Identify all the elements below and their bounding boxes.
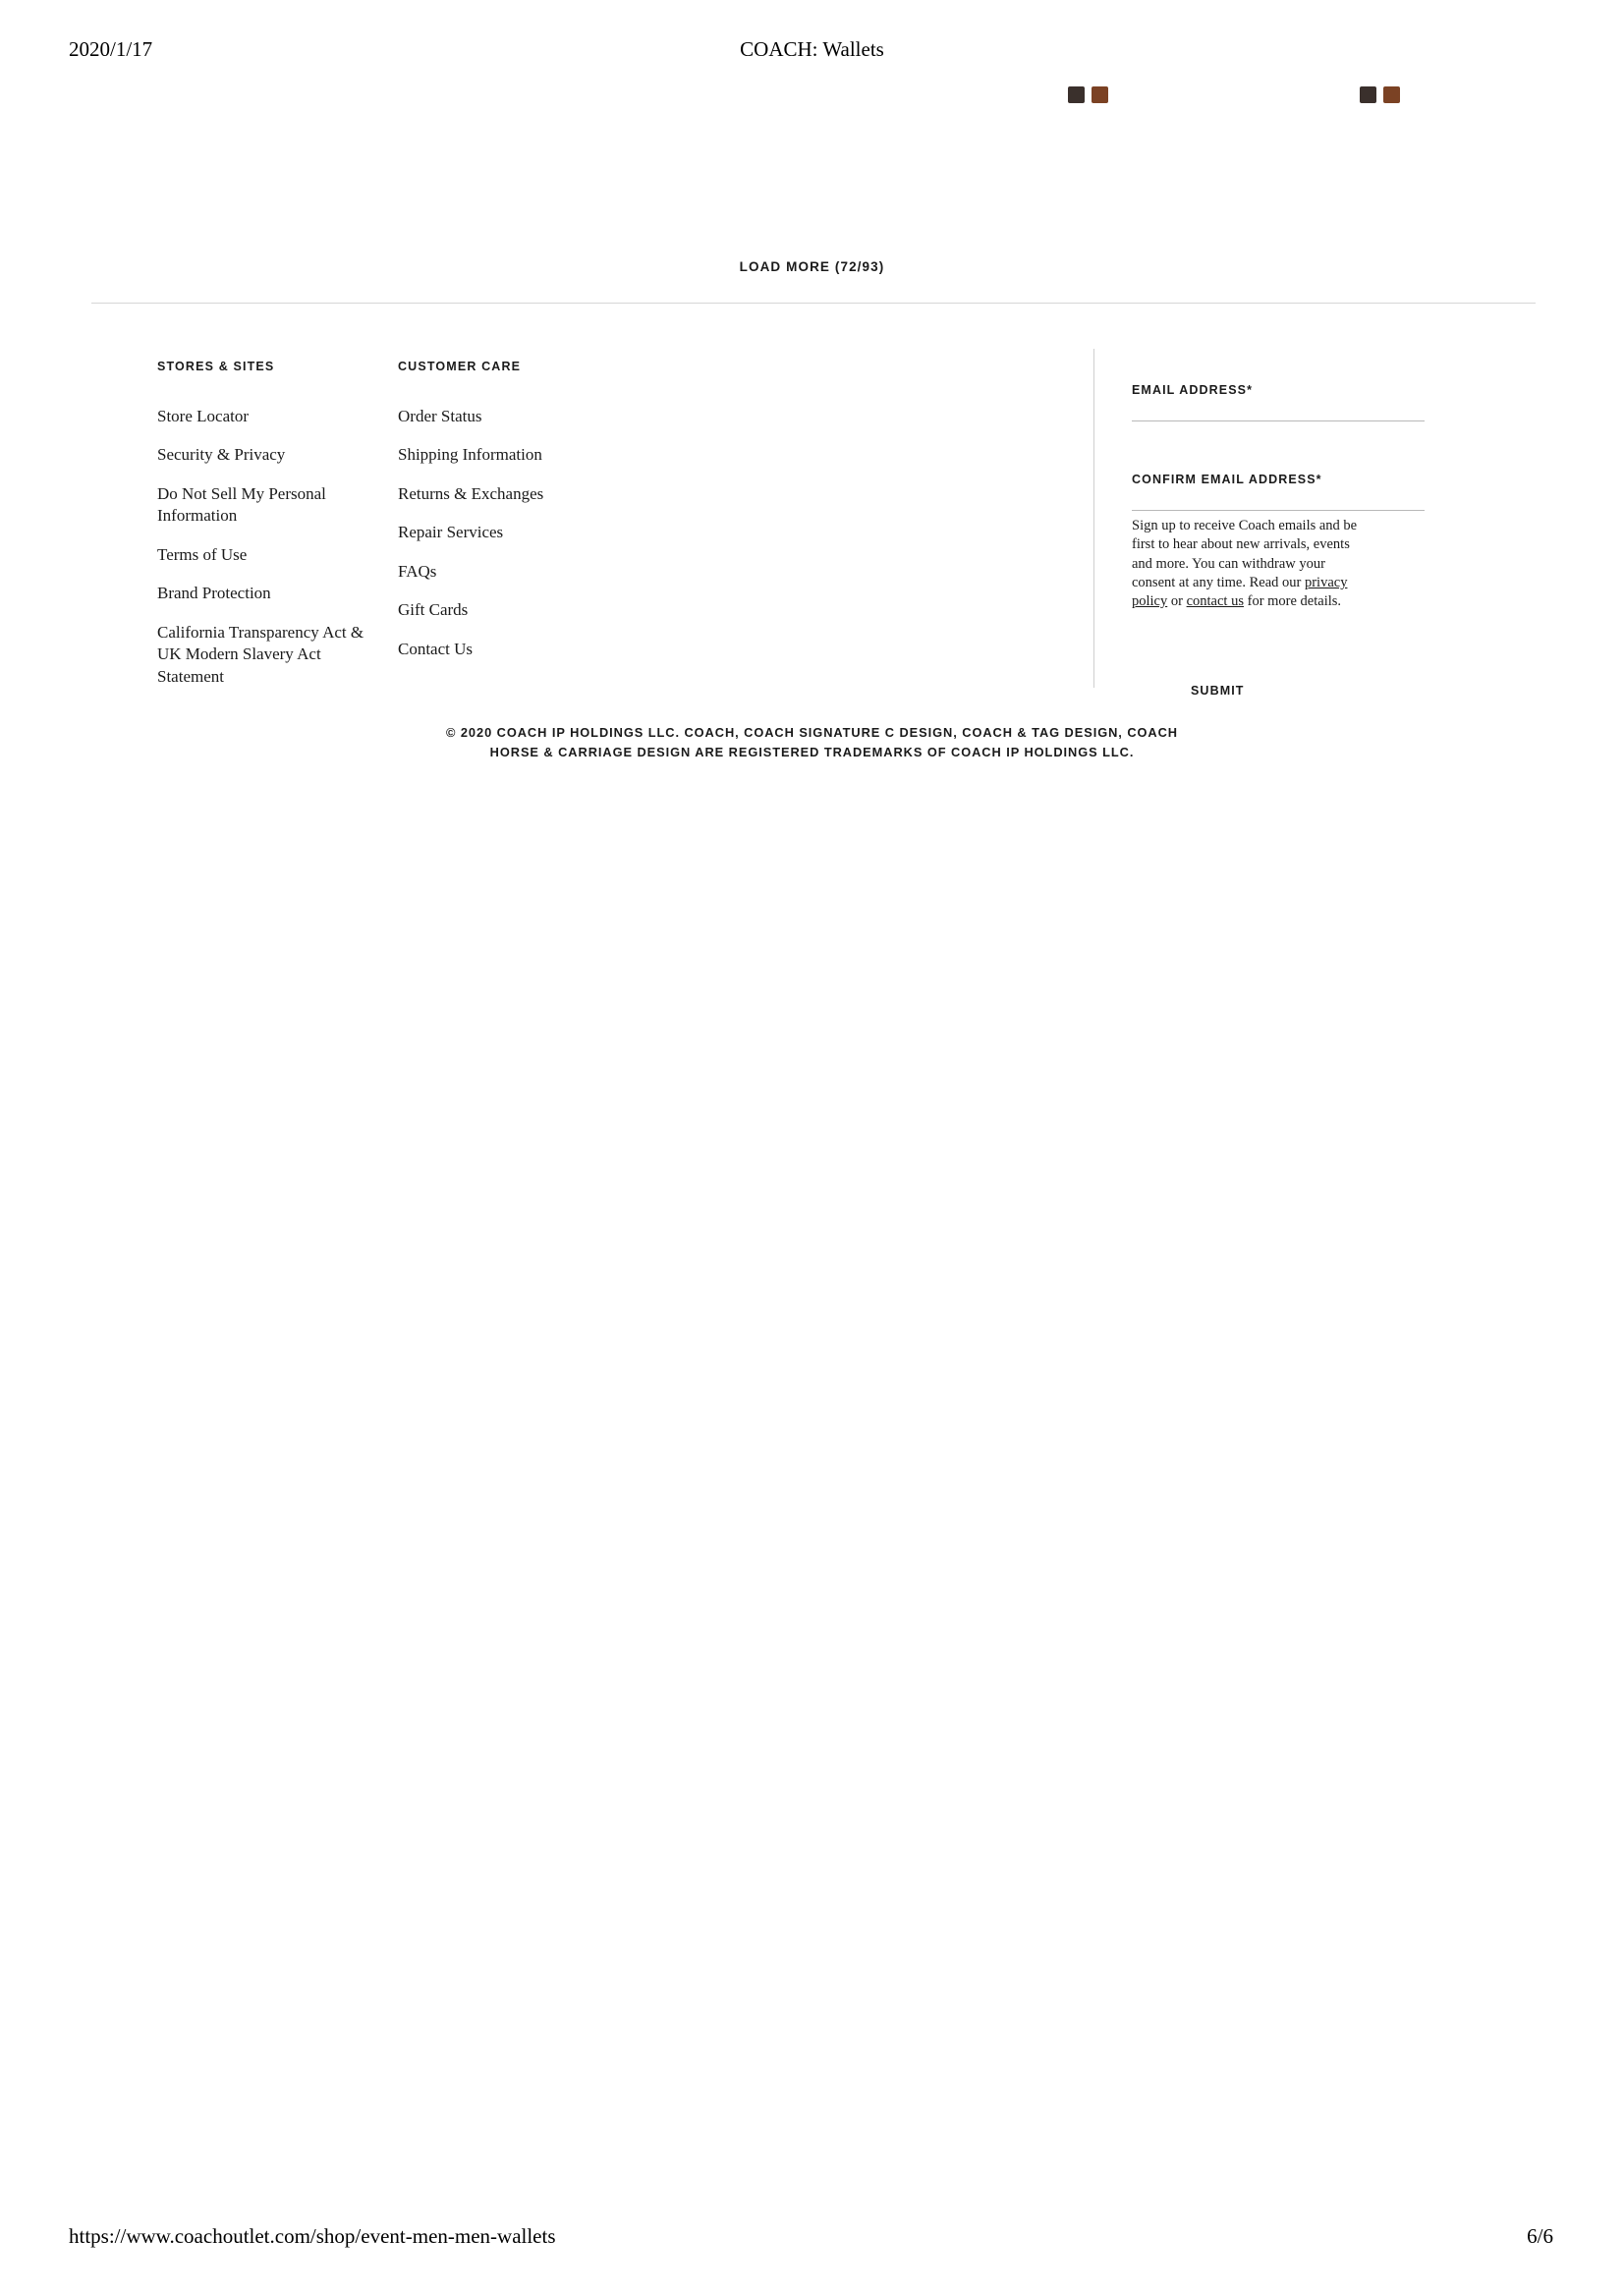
email-field-block — [1132, 383, 1427, 421]
footer-link-stores-3[interactable]: Do Not Sell My Personal Information — [157, 483, 326, 526]
confirm-email-field-input[interactable] — [1132, 510, 1425, 511]
legal-notice-text: © 2020 COACH IP HOLDINGS LLC. COACH, COACH SIGNATURE C DESIGN, COACH & TAG DESIGN, COACH HORSE & CARRIAGE DESIGN ARE REGISTERED TRADEMARKS OF COACH IP HOLDINGS LLC. — [445, 725, 1178, 759]
page-number: 6/6 — [1527, 2224, 1553, 2248]
color-swatch[interactable] — [1068, 86, 1085, 103]
footer-link-care-3[interactable]: Returns & Exchanges — [398, 483, 544, 503]
footer-heading-customer-care: CUSTOMER CARE — [398, 360, 522, 373]
submit-button[interactable]: SUBMIT — [1191, 684, 1245, 698]
consent-text-part2: or — [1167, 593, 1187, 610]
confirm-email-field-block — [1132, 473, 1427, 511]
product-swatch-group-right[interactable] — [1360, 86, 1400, 103]
load-more-button[interactable]: LOAD MORE (72/93) — [739, 259, 885, 274]
email-signup-form — [1132, 383, 1427, 611]
footer-column-customer-care — [398, 360, 543, 677]
print-footer — [0, 2224, 1624, 2250]
footer-link-care-4[interactable]: Repair Services — [398, 523, 504, 542]
color-swatch[interactable] — [1092, 86, 1108, 103]
privacy-policy-link[interactable]: privacy policy — [1132, 574, 1348, 610]
color-swatch[interactable] — [1383, 86, 1400, 103]
confirm-email-address-label: CONFIRM EMAIL ADDRESS* — [1132, 473, 1322, 486]
product-swatch-group-left[interactable] — [1068, 86, 1108, 103]
footer-link-care-6[interactable]: Gift Cards — [398, 600, 469, 620]
legal-notice — [0, 723, 1624, 762]
document-title: COACH: Wallets — [740, 37, 884, 61]
signup-consent-text — [1132, 517, 1360, 611]
contact-us-link[interactable]: contact us — [1186, 593, 1244, 610]
consent-text-part3: for more details. — [1243, 593, 1342, 610]
footer-link-stores-2[interactable]: Security & Privacy — [157, 445, 286, 465]
footer-link-care-7[interactable]: Contact Us — [398, 639, 474, 658]
email-field-input[interactable] — [1132, 420, 1425, 421]
color-swatch[interactable] — [1360, 86, 1376, 103]
footer-link-stores-1[interactable]: Store Locator — [157, 407, 249, 425]
footer-divider — [91, 303, 1536, 304]
footer-link-stores-6[interactable]: California Transparency Act & UK Modern Slavery Act Statement — [157, 622, 364, 686]
footer-link-stores-4[interactable]: Terms of Use — [157, 544, 248, 564]
footer-link-care-1[interactable]: Order Status — [398, 407, 482, 425]
footer-link-care-5[interactable]: FAQs — [398, 561, 437, 581]
footer-link-stores-5[interactable]: Brand Protection — [157, 584, 271, 603]
footer-link-care-2[interactable]: Shipping Information — [398, 445, 542, 465]
print-date: 2020/1/17 — [69, 37, 153, 61]
signup-divider — [1093, 349, 1094, 688]
consent-text-part1: Sign up to receive Coach emails and be first to hear about new arrivals, events and more. You can withdraw your consent at any time. Read our — [1132, 518, 1358, 590]
footer-column-stores-and-sites — [157, 360, 368, 704]
footer-heading-stores-and-sites: STORES & SITES — [157, 360, 275, 373]
page-url: https://www.coachoutlet.com/shop/event-men-men-wallets — [69, 2224, 556, 2248]
email-address-label: EMAIL ADDRESS* — [1132, 383, 1254, 397]
print-header — [0, 37, 1624, 67]
